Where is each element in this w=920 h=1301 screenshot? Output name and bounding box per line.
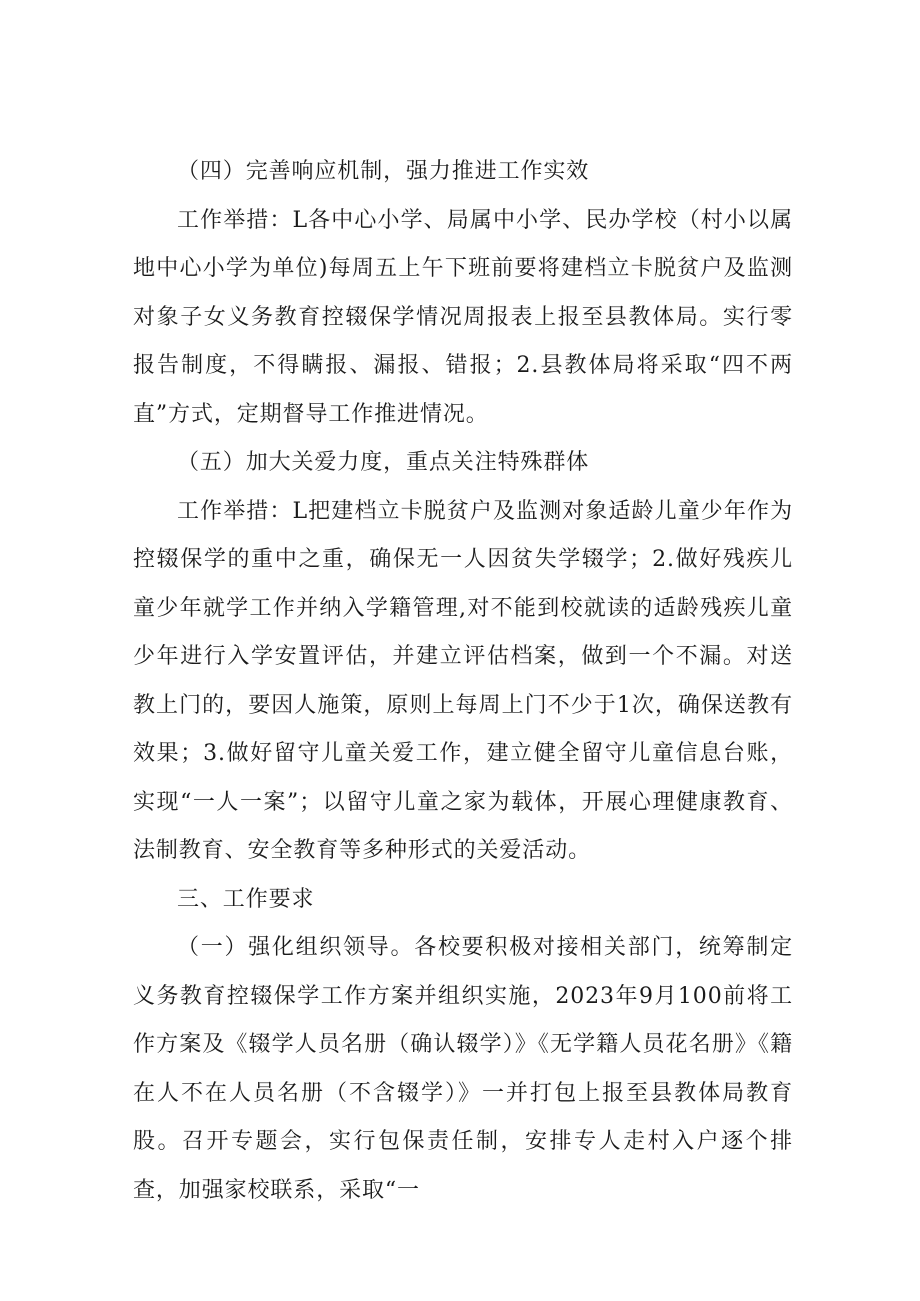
heading-section-4: （四）完善响应机制，强力推进工作实效 xyxy=(177,159,590,184)
document-body xyxy=(133,148,793,1215)
paragraph-organization-leadership: （一）强化组织领导。各校要积极对接相关部门，统筹制定义务教育控辍保学工作方案并组织实施，2023年9月100前将工作方案及《辍学人员名册（确认辍学）》《无学籍人员花名册》《籍在人不在人员名册（不含辍学）》一并打包上报至县教体局教育股。召开专题会，实行包保责任制，安排专人走村入户逐个排查，加强家校联系，采取“一 xyxy=(133,935,793,1203)
heading-section-5: （五）加大关爱力度，重点关注特殊群体 xyxy=(177,450,590,475)
paragraph-measures-5: 工作举措：L把建档立卡脱贫户及监测对象适龄儿童少年作为控辍保学的重中之重，确保无一人因贫失学辍学；2.做好残疾儿童少年就学工作并纳入学籍管理,对不能到校就读的适龄残疾儿童少年进行入学安置评估，并建立评估档案，做到一个不漏。对送教上门的，要因人施策，原则上每周上门不少于1次，确保送教有效果；3.做好留守儿童关爱工作，建立健全留守儿童信息台账，实现“一人一案”；以留守儿童之家为载体，开展心理健康教育、法制教育、安全教育等多种形式的关爱活动。 xyxy=(133,498,793,863)
section-title-work-requirements: 三、工作要求 xyxy=(177,886,315,912)
paragraph-measures-4: 工作举措：L各中心小学、局属中小学、民办学校（村小以属地中心小学为单位)每周五上午下班前要将建档立卡脱贫户及监测对象子女义务教育控辍保学情况周报表上报至县教体局。实行零报告制度，不得瞒报、漏报、错报；2.县教体局将采取“四不两直”方式，定期督导工作推进情况。 xyxy=(133,207,793,427)
